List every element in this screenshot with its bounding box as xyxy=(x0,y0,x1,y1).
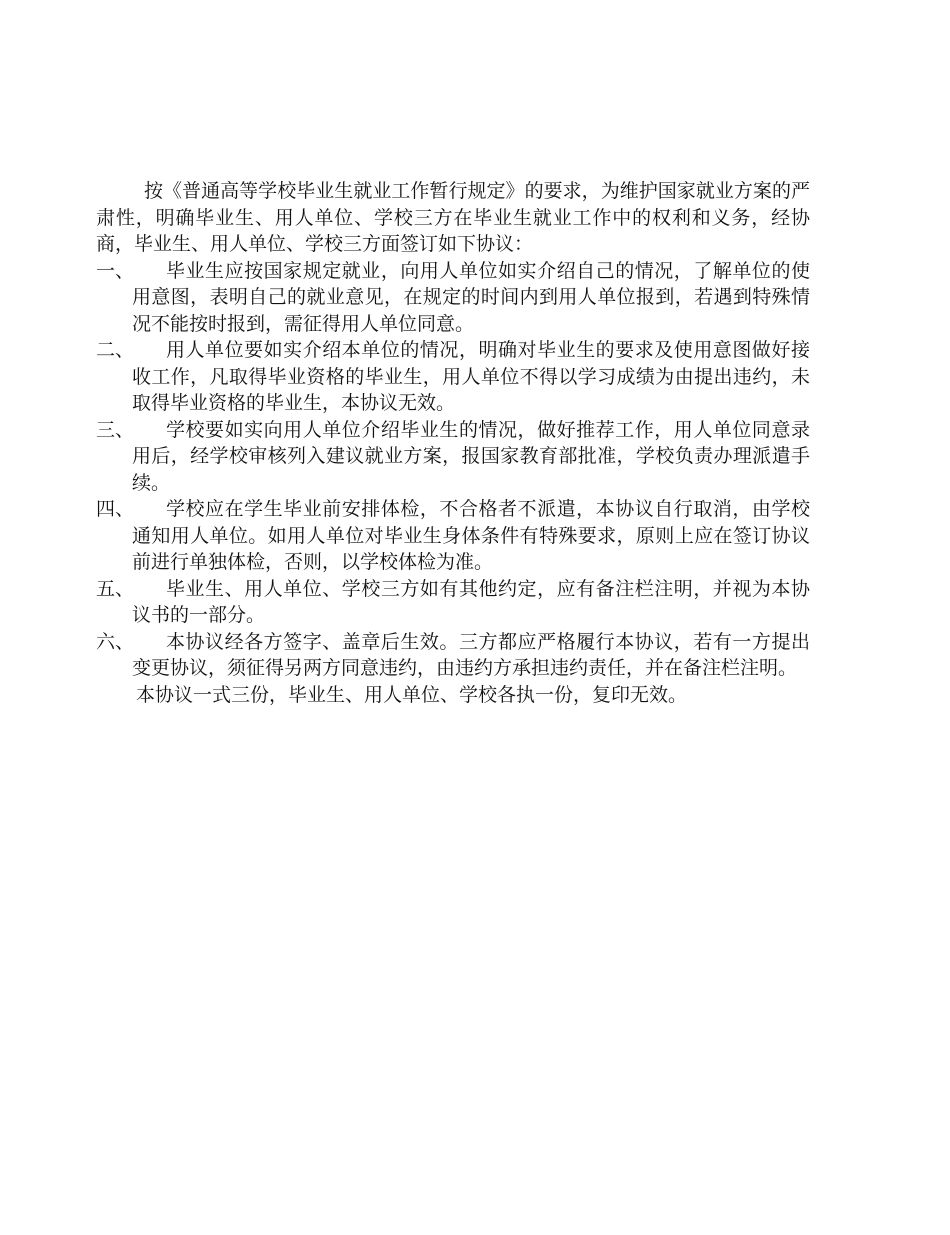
clause-number: 一、 xyxy=(96,259,135,282)
clause-3 xyxy=(96,417,810,497)
clause-6 xyxy=(96,629,810,682)
clause-text: 本协议经各方签字、盖章后生效。三方都应严格履行本协议，若有一方提出变更协议，须征得另两方同意违约，由违约方承担违约责任，并在备注栏注明。 xyxy=(132,630,810,679)
clause-number: 六、 xyxy=(96,630,135,653)
clause-5 xyxy=(96,576,810,629)
agreement-closing: 本协议一式三份，毕业生、用人单位、学校各执一份，复印无效。 xyxy=(136,683,688,706)
clause-number: 二、 xyxy=(96,339,135,361)
clause-4 xyxy=(96,496,810,576)
clause-2 xyxy=(96,337,810,417)
agreement-body xyxy=(96,178,810,708)
clause-text: 学校应在学生毕业前安排体检，不合格者不派遣，本协议自行取消，由学校通知用人单位。如用人单位对毕业生身体条件有特殊要求，原则上应在签订协议前进行单独体检，否则，以学校体检为准。 xyxy=(132,498,810,573)
clause-number: 四、 xyxy=(96,498,135,520)
clause-number: 五、 xyxy=(96,577,135,600)
clause-text: 用人单位要如实介绍本单位的情况，明确对毕业生的要求及使用意图做好接收工作，凡取得毕业资格的毕业生，用人单位不得以学习成绩为由提出违约，未取得毕业资格的毕业生，本协议无效。 xyxy=(132,339,810,414)
clause-number: 三、 xyxy=(96,418,135,441)
clause-text: 学校要如实向用人单位介绍毕业生的情况，做好推荐工作，用人单位同意录用后，经学校审核列入建议就业方案，报国家教育部批准，学校负责办理派遣手续。 xyxy=(132,418,810,494)
clause-1 xyxy=(96,258,810,338)
clause-text: 毕业生应按国家规定就业，向用人单位如实介绍自己的情况，了解单位的使用意图，表明自己的就业意见，在规定的时间内到用人单位报到，若遇到特殊情况不能按时报到，需征得用人单位同意。 xyxy=(132,259,810,335)
clause-text: 毕业生、用人单位、学校三方如有其他约定，应有备注栏注明，并视为本协议书的一部分。 xyxy=(132,577,810,626)
agreement-intro: 按《普通高等学校毕业生就业工作暂行规定》的要求，为维护国家就业方案的严肃性，明确毕业生、用人单位、学校三方在毕业生就业工作中的权利和义务，经协商，毕业生、用人单位、学校三方面签订如下协议： xyxy=(96,180,810,255)
